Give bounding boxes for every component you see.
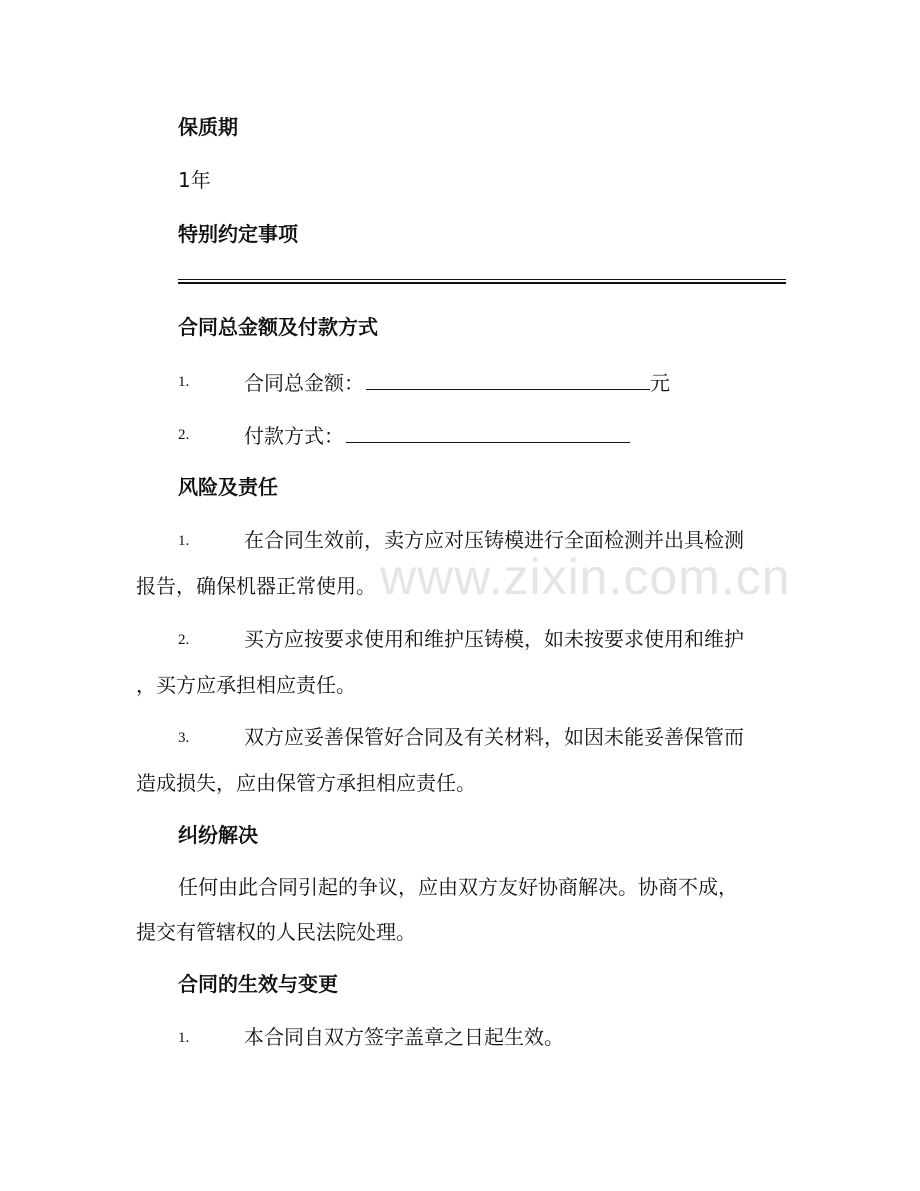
- payment-heading: 合同总金额及付款方式: [178, 315, 378, 339]
- risk-item-2-number: 2.: [178, 632, 190, 648]
- risk-item-2-line2: ，买方应承担相应责任。: [136, 673, 356, 697]
- risk-item-1-line1: 在合同生效前，卖方应对压铸模进行全面检测并出具检测: [244, 528, 744, 552]
- payment-item-1-number: 1.: [178, 374, 190, 390]
- payment-item-1: [244, 369, 670, 395]
- risk-heading: 风险及责任: [178, 475, 278, 499]
- dispute-text-line2: 提交有管辖权的人民法院处理。: [136, 920, 416, 944]
- total-amount-unit: 元: [650, 371, 670, 395]
- risk-item-3-number: 3.: [178, 730, 190, 746]
- effect-item-1-number: 1.: [178, 1030, 190, 1046]
- payment-method-label: 付款方式：: [244, 424, 344, 448]
- dispute-heading: 纠纷解决: [178, 823, 258, 847]
- watermark: www.zixin.com.cn: [380, 549, 791, 605]
- payment-method-blank[interactable]: [346, 422, 630, 443]
- risk-item-3-line1: 双方应妥善保管好合同及有关材料，如因未能妥善保管而: [244, 725, 744, 749]
- total-amount-blank[interactable]: [366, 369, 650, 390]
- effect-heading: 合同的生效与变更: [178, 972, 338, 996]
- payment-item-2-number: 2.: [178, 427, 190, 443]
- warranty-heading: 保质期: [178, 115, 238, 139]
- payment-item-2: [244, 422, 630, 448]
- risk-item-2-line1: 买方应按要求使用和维护压铸模，如未按要求使用和维护: [244, 627, 744, 651]
- special-terms-heading: 特别约定事项: [178, 222, 298, 246]
- total-amount-label: 合同总金额：: [244, 371, 364, 395]
- effect-item-1: 本合同自双方签字盖章之日起生效。: [244, 1025, 564, 1049]
- risk-item-1-line2: 报告，确保机器正常使用。: [136, 574, 376, 598]
- dispute-text-line1: 任何由此合同引起的争议，应由双方友好协商解决。协商不成，: [178, 875, 738, 899]
- double-rule-divider: [178, 279, 786, 284]
- warranty-value: 1年: [178, 168, 211, 192]
- risk-item-1-number: 1.: [178, 533, 190, 549]
- risk-item-3-line2: 造成损失，应由保管方承担相应责任。: [136, 771, 476, 795]
